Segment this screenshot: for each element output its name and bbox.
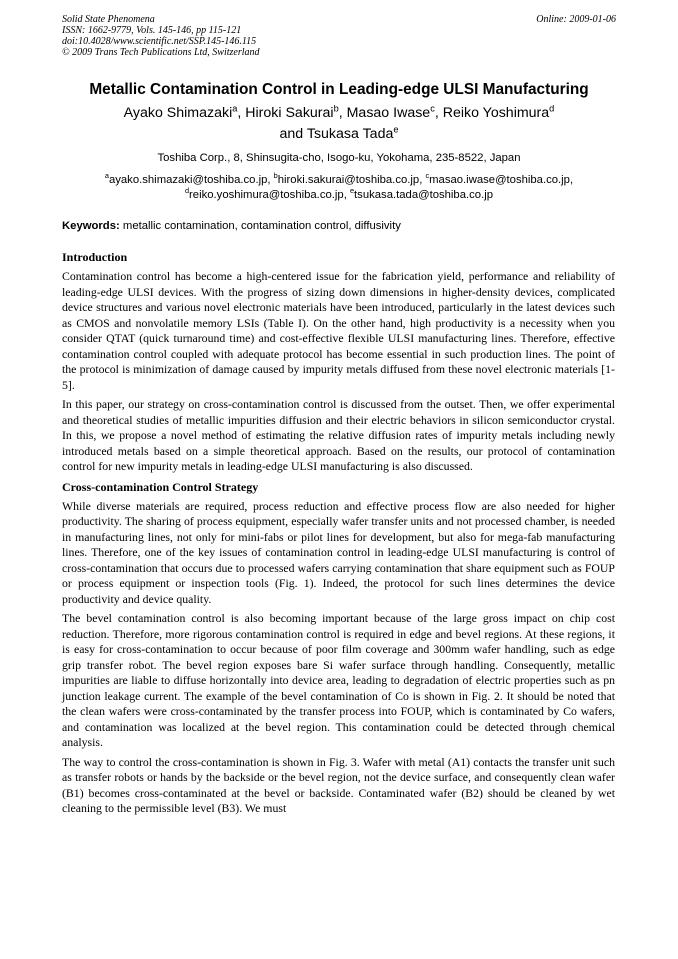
email-address[interactable]: ayako.shimazaki@toshiba.co.jp (108, 174, 268, 186)
author-name: Ayako Shimazaki (123, 105, 233, 121)
email-list: $^a$ayako.shimazaki@toshiba.co.jp, $^b$hiroki.sakurai@toshiba.co.jp, $^c$masao.iwase@toshiba.co.jp, $^d$reiko.yoshimura@toshiba.co.jp, $^e$tsukasa.tada@toshiba.co.jp (104, 171, 574, 201)
section-heading-cross-contamination: Cross-contamination Control Strategy (62, 479, 259, 494)
keywords-line (62, 218, 618, 234)
author-separator: , (237, 105, 246, 121)
paragraph: In this paper, our strategy on cross-contamination control is discussed from the outset. Then, we offer experimental and theoretical studies of metallic impurities diffusion and their electric behaviors in silicon semiconductor crystal. In this, we propose a novel method of estimating the relative diffusion rates of impurity metals including newly introduced metals based on a simple theoretical approach. Based on the results, our protocol of contamination control for new impurity metals in leading-edge ULSI manufacturing is also discussed. (62, 397, 615, 473)
author-superscript: e (393, 124, 399, 135)
journal-name: Solid State Phenomena (62, 14, 155, 25)
author-separator: , (434, 105, 443, 121)
email-superscript: e (349, 186, 355, 196)
author-superscript: c (430, 103, 435, 114)
email-superscript: c (425, 171, 430, 181)
author-conjunction: and (279, 126, 307, 142)
paper-title: Metallic Contamination Control in Leading-edge ULSI Manufacturing (89, 81, 589, 98)
email-address[interactable]: tsukasa.tada@toshiba.co.jp (354, 189, 494, 201)
section-heading-introduction: Introduction (62, 250, 128, 264)
affiliation: Toshiba Corp., 8, Shinsugita-cho, Isogo-ku, Yokohama, 235-8522, Japan (157, 152, 521, 164)
journal-header (62, 14, 260, 58)
author-superscript: d (549, 103, 555, 114)
email-address[interactable]: hiroki.sakurai@toshiba.co.jp (277, 174, 420, 186)
email-superscript: a (104, 171, 109, 181)
online-date: Online: 2009-01-06 (536, 14, 616, 25)
author-name: Reiko Yoshimura (442, 105, 550, 121)
email-address[interactable]: masao.iwase@toshiba.co.jp (429, 174, 570, 186)
paragraph: The bevel contamination control is also becoming important because of the large gross impact on chip cost reduction. Therefore, more rigorous contamination control is required in edge and bevel regions. At these regions, it is easy for cross-contamination to occur because of poor film coverage and 300mm wafer handling, such as edge grip transfer robot. The bevel region exposes bare Si wafer surface through handling. Consequently, metallic impurities are liable to diffuse horizontally into device area, leading to degradation of electric properties such as pn junction leakage current. The example of the bevel contamination of Co is shown in Fig. 2. It should be noted that the clean wafers were cross-contaminated by the transfer process into FOUP, which is contaminated by Co wafers, and contamination was localized at the bevel region. This contamination could be detected through chemical analysis. (62, 611, 615, 749)
author-list (40, 103, 638, 145)
keywords-text: metallic contamination, contamination control, diffusivity (119, 220, 401, 232)
paper-body (62, 249, 615, 821)
paragraph: The way to control the cross-contamination is shown in Fig. 3. Wafer with metal (A1) contacts the transfer unit such as transfer robots or hands by the backside or the bevel region, not the device surface, and consequently clean wafer (B1) becomes cross-contaminated at the bevel or backside. Contaminated wafer (B2) should be cleaned by wet cleaning to the permissible level (B3). We must (62, 754, 615, 815)
author-superscript: b (333, 103, 339, 114)
author-name: Hiroki Sakurai (245, 105, 334, 121)
email-superscript: b (273, 171, 278, 181)
issn-line: ISSN: 1662-9779, Vols. 145-146, pp 115-121 (62, 25, 242, 36)
paragraph: While diverse materials are required, process reduction and effective process flow are also needed for higher productivity. The sharing of process equipment, especially wafer transfer units and not processed chamber, is needed in manufacturing lines, not only for mini-fabs or pilot lines for development, but also for mega-fab manufacturing lines. Therefore, one of the key issues of contamination control in leading-edge ULSI manufacturing is control of cross-contamination that occurs due to processed wafers carrying contamination that share equipment such as FOUP or process equipment or inspection tools (Fig. 1). Indeed, the protocol for such lines determines the device productivity and device quality. (62, 498, 615, 606)
keywords-label: Keywords: (62, 220, 120, 232)
email-address[interactable]: reiko.yoshimura@toshiba.co.jp (189, 189, 344, 201)
author-separator: , (338, 105, 347, 121)
author-name: Masao Iwase (346, 105, 431, 121)
copyright-line: © 2009 Trans Tech Publications Ltd, Switzerland (62, 47, 260, 58)
doi-line: doi:10.4028/www.scientific.net/SSP.145-146.115 (62, 36, 257, 47)
paragraph: Contamination control has become a high-centered issue for the fabrication yield, performance and reliability of leading-edge ULSI devices. With the progress of sizing down dimensions in higher-density devices, complicated device structures and various novel electronic materials have been introduced, particularly in the latest devices such as CMOS and nonvolatile memory LSIs (Table I). On the other hand, high productivity is a necessity when you consider QTAT (quick turnaround time) and cost-effective flexible ULSI manufacturing lines. Therefore, effective contamination control coupled with adequate protocol has become essential in such production lines. The point of the protocol is minimization of damage caused by impurity metals diffused from these novel electronic materials [1-5]. (62, 269, 615, 392)
email-superscript: d (184, 186, 190, 196)
author-superscript: a (232, 103, 238, 114)
author-name: Tsukasa Tada (306, 126, 394, 142)
